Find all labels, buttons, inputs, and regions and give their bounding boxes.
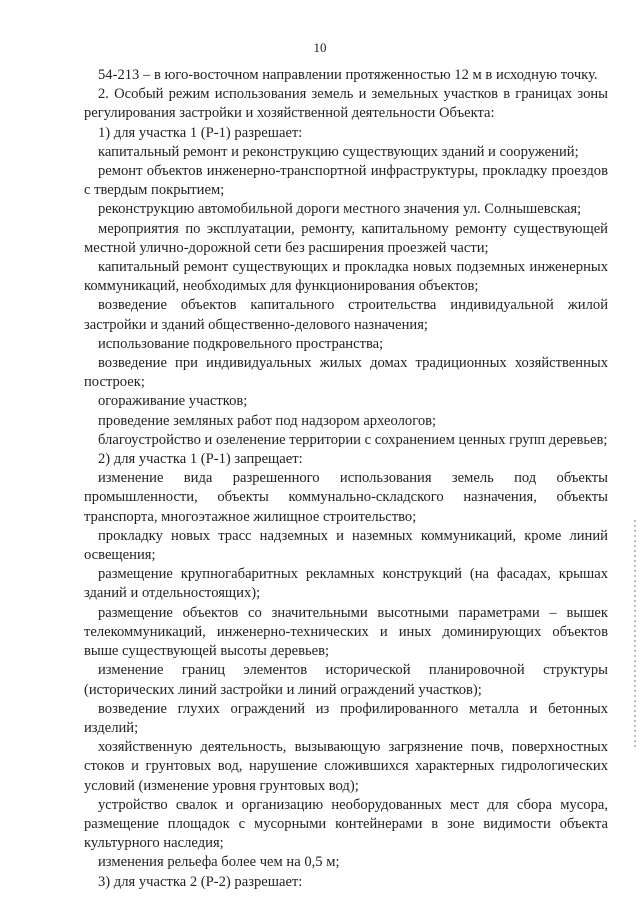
paragraph-6: реконструкцию автомобильной дороги местного значения ул. Солнышевская;	[98, 201, 582, 218]
paragraph-14: благоустройство и озеленение территории с сохранением ценных групп деревьев;	[98, 431, 608, 448]
paragraph-11: возведение при индивидуальных жилых домах традиционных хозяйственных построек;	[84, 355, 608, 391]
paragraph-15: 2) для участка 1 (Р-1) запрещает:	[98, 451, 303, 468]
document-body	[84, 66, 608, 892]
paragraph-5: ремонт объектов инженерно-транспортной инфраструктуры, прокладку проездов с твердым покрытием;	[84, 163, 608, 199]
paragraph-25: 3) для участка 2 (Р-2) разрешает:	[98, 873, 303, 890]
paragraph-16: изменение вида разрешенного использования земель под объекты промышленности, объекты коммунально-складского назначения, объекты транспорта, многоэтажное жилищное строительство;	[84, 470, 608, 525]
paragraph-13: проведение земляных работ под надзором археологов;	[98, 412, 437, 429]
paragraph-1: 54-213 – в юго-восточном направлении протяженностью 12 м в исходную точку.	[98, 67, 598, 83]
paragraph-12: огораживание участков;	[98, 393, 248, 410]
page-number: 10	[313, 40, 327, 55]
paragraph-2: 2. Особый режим использования земель и земельных участков в границах зоны регулирования застройки и хозяйственной деятельности Объекта:	[84, 86, 608, 122]
paragraph-23: устройство свалок и организацию необорудованных мест для сбора мусора, размещение площадок с мусорными контейнерами в зоне видимости объекта культурного наследия;	[84, 796, 608, 852]
paragraph-8: капитальный ремонт существующих и прокладка новых подземных инженерных коммуникаций, необходимых для функционирования объектов;	[84, 259, 608, 295]
paragraph-22: хозяйственную деятельность, вызывающую загрязнение почв, поверхностных стоков и грунтовых вод, нарушение сложившихся характерных гидрологических условий (изменение уровня грунтовых вод);	[84, 739, 608, 794]
paragraph-3: 1) для участка 1 (Р-1) разрешает:	[98, 124, 303, 141]
paragraph-18: размещение крупногабаритных рекламных конструкций (на фасадах, крышах зданий и отдельностоящих);	[84, 566, 608, 602]
paragraph-21: возведение глухих ограждений из профилированного металла и бетонных изделий;	[84, 700, 608, 736]
paragraph-10: использование подкровельного пространства;	[98, 335, 384, 352]
paragraph-9: возведение объектов капитального строительства индивидуальной жилой застройки и зданий общественно-делового назначения;	[84, 297, 608, 333]
paragraph-7: мероприятия по эксплуатации, ремонту, капитальному ремонту существующей местной улично-дорожной сети без расширения проезжей части;	[84, 220, 608, 256]
paragraph-17: прокладку новых трасс надземных и наземных коммуникаций, кроме линий освещения;	[84, 527, 608, 564]
paragraph-24: изменения рельефа более чем на 0,5 м;	[98, 854, 340, 871]
paragraph-19: размещение объектов со значительными высотными параметрами – вышек телекоммуникаций, инженерно-технических и иных доминирующих объектов выше существующей высоты деревьев;	[84, 604, 608, 660]
paragraph-4: капитальный ремонт и реконструкцию существующих зданий и сооружений;	[98, 143, 579, 160]
paragraph-20: изменение границ элементов исторической планировочной структуры (исторических линий застройки и линий ограждений участков);	[84, 662, 608, 698]
scan-edge-mark	[634, 520, 636, 750]
